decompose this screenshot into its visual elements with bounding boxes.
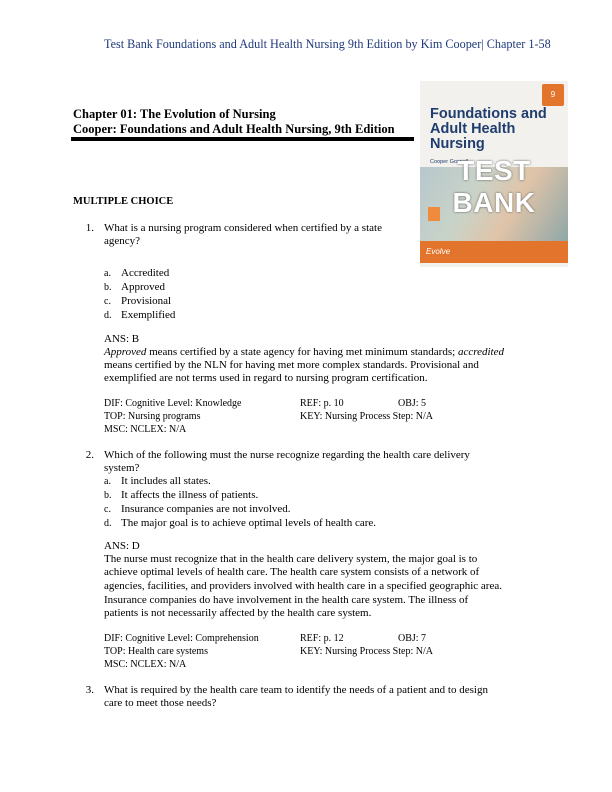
chapter-title: Chapter 01: The Evolution of Nursing: [73, 107, 276, 121]
test-bank-stamp: TEST BANK: [452, 155, 536, 218]
question-text: Which of the following must the nurse recognize regarding the health care delivery: [104, 449, 470, 461]
question-number: 3.: [85, 684, 94, 696]
answer-key: ANS: B: [104, 333, 140, 345]
question-text: What is a nursing program considered when certified by a state: [104, 222, 382, 234]
meta-ref: REF: p. 10: [300, 398, 344, 409]
option-letter: b.: [104, 282, 112, 293]
meta-msc: MSC: NCLEX: N/A: [104, 659, 187, 670]
meta-obj: OBJ: 5: [398, 398, 427, 409]
evolve-logo: Evolve: [426, 247, 451, 256]
option-text: Insurance companies are not involved.: [121, 503, 291, 515]
option-letter: c.: [104, 296, 111, 307]
option-letter: c.: [104, 504, 111, 515]
rationale-text: achieve optimal levels of health care. The health care system consists of a network of: [104, 566, 480, 578]
section-heading: MULTIPLE CHOICE: [73, 196, 174, 207]
publisher-logo-icon: [428, 207, 440, 221]
rationale-text: exemplified are not terms used in regard to nursing program certification.: [104, 372, 428, 384]
rationale-text: Insurance companies do have involvement in the health care system. The illness of: [104, 594, 469, 606]
question-text: What is required by the health care team to identify the needs of a patient and to design: [104, 684, 488, 696]
edition-badge: 9: [542, 84, 564, 106]
meta-obj: OBJ: 7: [398, 633, 427, 644]
question-number: 2.: [85, 449, 94, 461]
question-text: system?: [104, 462, 140, 474]
question-text: care to meet those needs?: [104, 697, 217, 709]
option-text: Accredited: [121, 267, 170, 279]
cover-authors: Cooper Gosnell: [430, 159, 469, 165]
rationale-text: Approved means certified by a state agency for having met minimum standards; accredited: [104, 346, 504, 358]
option-letter: b.: [104, 490, 112, 501]
option-letter: a.: [104, 476, 111, 487]
meta-dif: DIF: Cognitive Level: Knowledge: [104, 398, 242, 409]
meta-key: KEY: Nursing Process Step: N/A: [300, 411, 433, 422]
rationale-text: means certified by the NLN for having met more complex standards. Provisional and: [104, 359, 479, 371]
option-text: Provisional: [121, 295, 172, 307]
option-text: It includes all states.: [121, 475, 211, 487]
option-text: Approved: [121, 281, 165, 293]
meta-top: TOP: Nursing programs: [104, 411, 201, 422]
page-header: Test Bank Foundations and Adult Health Nursing 9th Edition by Kim Cooper| Chapter 1-58: [104, 37, 551, 51]
book-cover-image: [420, 81, 568, 267]
rationale-text: patients is not necessarily affected by the health care system.: [104, 607, 372, 619]
cover-title: Foundations and Adult Health Nursing: [430, 106, 547, 152]
cover-footer-bar: [420, 241, 568, 263]
meta-dif: DIF: Cognitive Level: Comprehension: [104, 633, 259, 644]
question-number: 1.: [85, 222, 94, 234]
question-text: agency?: [104, 235, 141, 247]
meta-ref: REF: p. 12: [300, 633, 344, 644]
book-title: Cooper: Foundations and Adult Health Nursing, 9th Edition: [73, 122, 395, 136]
option-letter: d.: [104, 310, 112, 321]
option-text: Exemplified: [121, 309, 176, 321]
rationale-text: agencies, facilities, and providers involved with health care in a specified geographic area.: [104, 580, 502, 592]
meta-msc: MSC: NCLEX: N/A: [104, 424, 187, 435]
meta-key: KEY: Nursing Process Step: N/A: [300, 646, 433, 657]
rationale-text: The nurse must recognize that in the health care delivery system, the major goal is to: [104, 553, 478, 565]
answer-key: ANS: D: [104, 540, 140, 552]
title-rule: [71, 137, 414, 141]
option-letter: d.: [104, 518, 112, 529]
option-letter: a.: [104, 268, 111, 279]
option-text: It affects the illness of patients.: [121, 489, 259, 501]
option-text: The major goal is to achieve optimal levels of health care.: [121, 517, 377, 529]
meta-top: TOP: Health care systems: [104, 646, 208, 657]
